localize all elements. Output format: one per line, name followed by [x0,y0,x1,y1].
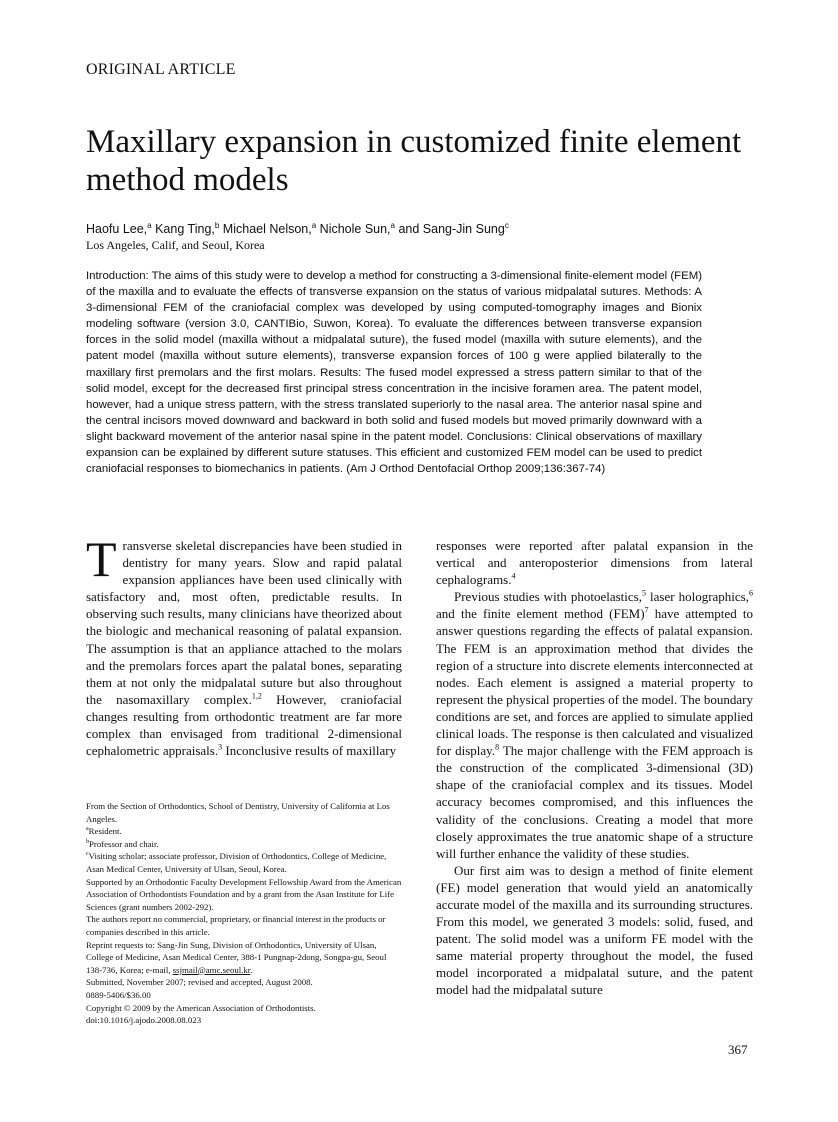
footnote-submitted: Submitted, November 2007; revised and accepted, August 2008. [86,977,313,988]
footnote-text: Visiting scholar; associate professor, Division of Orthodontics, College of Medicine, Asan Medical Center, University of Ulsan, Seoul, Korea. [86,851,387,874]
body-column-right [436,537,753,999]
author-name: Haofu Lee, [86,222,148,237]
citation-ref: 3 [218,742,223,752]
body-paragraph: Our first aim was to design a method of finite element (FE) model generation that would yield an anatomically accurate model of the maxilla and its surrounding structures. From this model, we generated 3 models: solid, fused, and patent. The solid model was a uniform FE model with the same material property throughout the model, the fused model incorporated a midpalatal suture, and the patent model had the midpalatal suture [436,862,753,998]
footnote-funding: Supported by an Orthodontic Faculty Development Fellowship Award from the American Association of Orthodontists Foundation and by a grant from the Asan Institute for Life Sciences (grant numbers 2002-292). [86,876,402,912]
footnote-text: Resident. [88,826,122,837]
author-affiliation-mark: a [311,221,317,230]
citation-ref: 8 [495,742,500,752]
author-name: Michael Nelson, [219,222,312,237]
body-text: Inconclusive results of maxillary [222,743,397,759]
author-affiliation-mark: a [147,221,152,230]
body-column-left [86,531,403,759]
citation-ref: 7 [644,606,649,616]
citation-ref: 6 [749,588,753,598]
section-label: ORIGINAL ARTICLE [86,61,236,78]
footnote-reprint [86,939,404,977]
article-title: Maxillary expansion in customized finite element method models [86,124,742,198]
author-affiliation-mark: c [504,221,509,230]
body-text: and the finite element method (FEM) [436,606,645,622]
body-text: laser holographics, [645,589,749,605]
body-paragraph [436,588,753,862]
author-name: and Sang-Jin Sung [395,222,505,237]
email-link[interactable]: ssjmail@amc.seoul.kr [172,964,251,975]
footnote-price: 0889-5406/$36.00 [86,989,151,1000]
page-number: 367 [728,1042,748,1057]
footnote-c: $^c$Visiting scholar; associate professor, Division of Orthodontics, College of Medicine, Asan Medical Center, University of Ulsan, Seoul, Korea. [86,851,387,874]
author-name: Nichole Sun, [316,222,391,237]
footnotes [86,800,404,1027]
citation-ref: 5 [641,588,646,598]
body-text: The major challenge with the FEM approach is the construction of the complicated 3-dimensional (3D) shape of the craniofacial complex and its tissues. Model accuracy becomes compromised, and this influences the validity of the conclusions. Creating a model that more closely approximates the true anatomic shape of a structure will further enhance the validity of these studies. [436,743,753,861]
footnote-text: Reprint requests to: Sang-Jin Sung, Division of Orthodontics, University of Ulsan, College of Medicine, Asan Medical Center, 388-1 Pungnap-2dong, Songpa-gu, Seoul 138-736, Korea; e-mail, [86,939,387,975]
abstract: Introduction: The aims of this study were to develop a method for constructing a 3-dimensional finite-element model (FEM) of the maxilla and to evaluate the effects of transverse expansion on the status of various midpalatal sutures. Methods: A 3-dimensional FEM of the craniofacial complex was developed by using computed-tomography images and Bionix modeling software (version 3.0, CANTIBio, Suwon, Korea). To evaluate the differences between transverse expansion forces in the solid model (maxilla without a midpalatal suture), the fused model (maxilla with suture elements), and the patent model (maxilla without suture elements), transverse expansion forces of 100 g were applied bilaterally to the maxillary first premolars and the first molars. Results: The fused model expressed a stress pattern similar to that of the solid model, except for the decreased first principal stress concentration in the incisive foramen area. The patent model, however, had a unique stress pattern, with the stress translated superiorly to the nasal area. The anterior nasal spine and the central incisors moved downward and backward in both solid and fused models but moved primarily downward with a slight backward movement of the anterior nasal spine in the patent model. Conclusions: Clinical observations of maxillary expansion can be explained by different suture statuses. This efficient and customized FEM model can be used to predict craniofacial responses to biomechanics in patients. (Am J Orthod Dentofacial Orthop 2009;136:367-74) [86,270,702,476]
body-text: responses were reported after palatal expansion in the vertical and anteroposterior dimensions from lateral cephalograms. [436,538,753,588]
footnote-disclosure: The authors report no commercial, proprietary, or financial interest in the products or companies described in this article. [86,914,386,937]
body-text: Previous studies with photoelastics, [454,589,642,605]
body-text: However, craniofacial changes resulting from orthodontic treatment are far more complex than envisaged from traditional 2-dimensional cephalometric appraisals. [86,691,403,759]
body-paragraph [86,531,403,759]
body-text: ransverse skeletal discrepancies have been studied in dentistry for many years. Slow and rapid palatal expansion appliances have been used clinically with satisfactory and, most often, predictable results. In observing such results, many clinicians have theorized about the biologic and mechanical reasoning of palatal expansion. The assumption is that an appliance attached to the molars and the premolars forces apart the palatal bones, separating them at not only the midpalatal suture but also throughout the nasomaxillary complex. [86,538,402,707]
body-paragraph [436,537,753,588]
footnote-text: . [250,964,253,975]
footnote-b: $^b$Professor and chair. [86,838,159,849]
author-affiliation-mark: a [390,221,395,230]
footnote-text: Professor and chair. [89,838,159,849]
footnote-from: From the Section of Orthodontics, School of Dentistry, University of California at Los Angeles. [86,801,390,824]
author-location: Los Angeles, Calif, and Seoul, Korea [86,238,265,252]
footnote-copyright: Copyright © 2009 by the American Association of Orthodontists. [86,1002,316,1013]
citation-ref: 1,2 [251,691,262,701]
body-text: have attempted to answer questions regarding the effects of palatal expansion. The FEM is an approximation method that divides the region of a structure into discrete elements interconnected at nodes. Each element is assigned a material property to represent the physical properties of the model. The boundary conditions are set, and forces are applied to simulate applied clinical loads. The response is then calculated and visualized for display. [436,606,753,759]
author-affiliation-mark: b [214,221,220,230]
footnote-a: $^a$Resident. [86,826,122,837]
citation-ref: 4 [511,571,516,581]
drop-cap: T [86,531,117,587]
author-name: Kang Ting, [151,222,215,237]
footnote-doi: doi:10.1016/j.ajodo.2008.08.023 [86,1015,202,1026]
author-list [86,221,509,236]
